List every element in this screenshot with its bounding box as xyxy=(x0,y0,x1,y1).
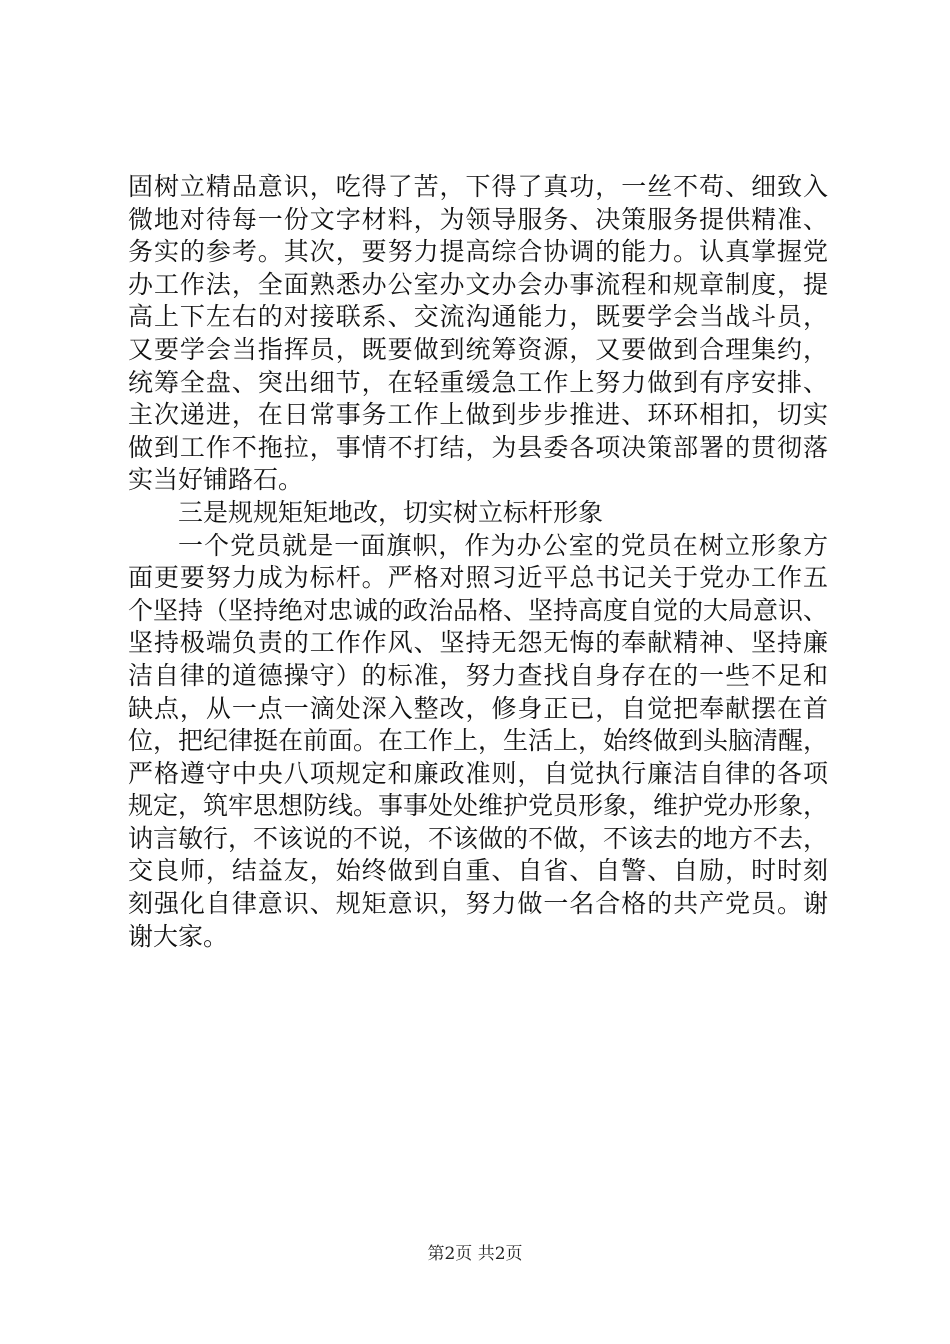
text-line: 讷言敏行，不该说的不说，不该做的不做，不该去的地方不去， xyxy=(128,823,829,853)
text-line: 务实的参考。其次，要努力提高综合协调的能力。认真掌握党 xyxy=(128,237,828,267)
text-line: 微地对待每一份文字材料，为领导服务、决策服务提供精准、 xyxy=(128,204,828,234)
text-line: 面更要努力成为标杆。严格对照习近平总书记关于党办工作五 xyxy=(128,563,828,593)
page-number-label: 第2页 共2页 xyxy=(427,1244,523,1264)
text-line: 刻强化自律意识、规矩意识，努力做一名合格的共产党员。谢 xyxy=(128,889,828,919)
text-line: 规定，筑牢思想防线。事事处处维护党员形象，维护党办形象， xyxy=(128,791,829,821)
section-heading: 三是规规矩矩地改，切实树立标杆形象 xyxy=(178,497,604,527)
text-line: 实当好铺路石。 xyxy=(128,465,304,495)
text-line: 统筹全盘、突出细节，在轻重缓急工作上努力做到有序安排、 xyxy=(128,367,828,397)
document-body xyxy=(128,171,828,953)
text-line: 高上下左右的对接联系、交流沟通能力，既要学会当战斗员， xyxy=(128,302,828,332)
text-line: 位，把纪律挺在前面。在工作上，生活上，始终做到头脑清醒， xyxy=(128,726,829,756)
text-line: 洁自律的道德操守）的标准，努力查找自身存在的一些不足和 xyxy=(128,660,828,690)
text-line: 个坚持（坚持绝对忠诚的政治品格、坚持高度自觉的大局意识、 xyxy=(128,595,829,625)
text-line: 主次递进，在日常事务工作上做到步步推进、环环相扣，切实 xyxy=(128,400,828,430)
page-footer xyxy=(0,1243,950,1265)
text-line: 固树立精品意识，吃得了苦，下得了真功，一丝不苟、细致入 xyxy=(128,172,828,201)
text-line: 做到工作不拖拉，事情不打结，为县委各项决策部署的贯彻落 xyxy=(128,432,828,462)
text-line: 交良师，结益友，始终做到自重、自省、自警、自励，时时刻 xyxy=(128,856,828,886)
text-line: 又要学会当指挥员，既要做到统筹资源，又要做到合理集约， xyxy=(128,334,828,364)
text-line: 坚持极端负责的工作作风、坚持无怨无悔的奉献精神、坚持廉 xyxy=(128,628,828,658)
text-line: 一个党员就是一面旗帜，作为办公室的党员在树立形象方 xyxy=(178,530,828,560)
text-line: 办工作法，全面熟悉办公室办文办会办事流程和规章制度，提 xyxy=(128,269,828,299)
text-line: 严格遵守中央八项规定和廉政准则，自觉执行廉洁自律的各项 xyxy=(128,758,828,788)
text-line: 谢大家。 xyxy=(128,921,229,951)
text-line: 缺点，从一点一滴处深入整改，修身正已，自觉把奉献摆在首 xyxy=(128,693,828,723)
